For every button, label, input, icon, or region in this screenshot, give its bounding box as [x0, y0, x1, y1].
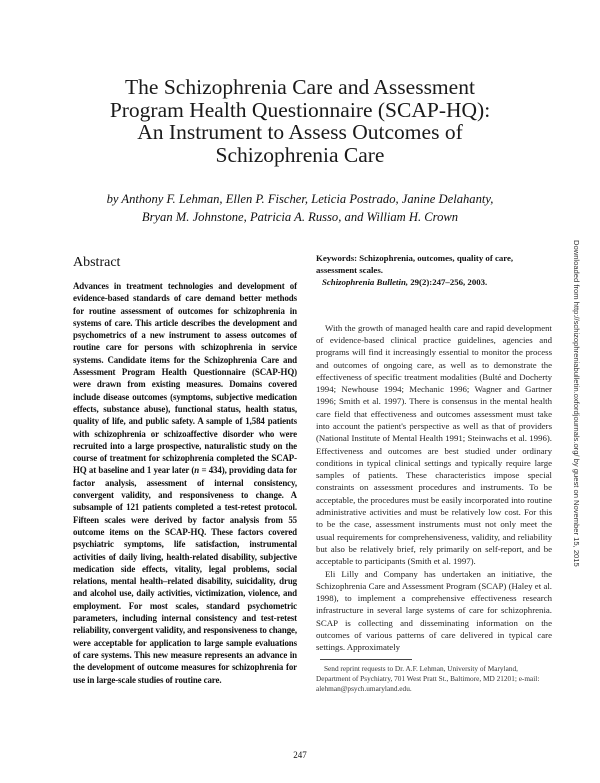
- abstract-text: [73, 280, 297, 686]
- citation: [322, 276, 552, 288]
- footnote-divider: [320, 659, 412, 660]
- abstract-n-symbol: n: [194, 465, 200, 476]
- footnote: Send reprint requests to Dr. A.F. Lehman, University of Maryland, Department of Psychiatry, 701 West Pratt St., Baltimore, MD 21201; e-mail: alehman@psych.umaryland.edu.: [316, 663, 540, 694]
- author-list: [60, 191, 540, 226]
- title-line-2: Program Health Questionnaire (SCAP-HQ):: [109, 97, 491, 122]
- body-paragraph-1: With the growth of managed health care and rapid development of evidence-based clinical practice guidelines, agencies and programs will find it increasingly essential to monitor the process and outcomes of ongoing care, as well as to demonstrate the effectiveness of specific treatment modalities (Bulté and Docherty 1994; Newhouse 1994; Mechanic 1996; Wagner and Gartner 1996; Smith et al. 1997). There is consensus in the mental health care field that effectiveness and outcomes assessment must take into account the patient's perspective as well as that of providers (National Institute of Mental Health 1991; Steinwachs et al. 1996). Effectiveness and outcomes are best studied under ordinary conditions in typical clinical settings and typically require large samples of patients. These characteristics impose special constraints on assessment procedures and instruments. To be acceptable, the procedures must be easily incorporated into routine administrative activities and must be relatively low cost. For this to be the case, assessment instruments must not only meet the usual requirements for comprehensiveness, validity, and reliability but also be relatively brief, rely primarily on self-report, and be acceptable to participants (Smith et al. 1997).: [316, 322, 552, 567]
- abstract-heading: Abstract: [73, 255, 121, 270]
- citation-details: 29(2):247–256, 2003.: [408, 277, 488, 288]
- citation-journal: Schizophrenia Bulletin,: [322, 277, 409, 288]
- title-line-1: The Schizophrenia Care and Assessment: [125, 75, 475, 99]
- authors-line-2: Bryan M. Johnstone, Patricia A. Russo, and William H. Crown: [141, 209, 459, 224]
- abstract-column: [73, 255, 297, 686]
- abstract-text-part-b: = 434), providing data for factor analysis, assessment of internal consistency, convergent validity, and responsiveness to change. A subsample of 121 patients completed a test-retest protocol. Fifteen scales were derived by factor analysis from 55 outcome items on the SCAP-HQ. These factors covered psychiatric symptoms, life satisfaction, instrumental activities of daily living, health-related disability, subjective medication side effects, vitality, legal problems, social relations, mental health–related disability, suicidality, drug and alcohol use, daily activities, victimization, violence, and employment. For most scales, standard psychometric parameters, including internal consistency and test-retest reliability, convergent validity, and responsiveness to change, were acceptable for application to large sample evaluations of care systems. This new measure represents an advance in the development of outcome measures for schizophrenia for use in large-scale studies of routine care.: [73, 465, 297, 685]
- keywords-text: Schizophrenia, outcomes, quality of care, assessment scales.: [316, 253, 514, 276]
- authors-line-1: by Anthony F. Lehman, Ellen P. Fischer, Leticia Postrado, Janine Delahanty,: [106, 192, 494, 206]
- title-line-4: Schizophrenia Care: [215, 142, 385, 167]
- download-watermark: Downloaded from http://schizophreniabulletin.oxfordjournals.org/ by guest on November 15, 2015: [572, 240, 581, 567]
- abstract-text-part-a: Advances in treatment technologies and development of evidence-based standards of care demand better methods for routine assessment of outcomes for schizophrenia in systems of care. This article describes the development and psychometrics of a new instrument to assess outcomes of routine care for persons with schizophrenia in service systems. Candidate items for the Schizophrenia Care and Assessment Program Health Questionnaire (SCAP-HQ) were drawn from existing measures. Domains covered include disease outcomes (symptoms, subjective medication effects, substance abuse), functional status, health status, quality of life, and public safety. A sample of 1,584 patients with schizophrenia or schizoaffective disorder who were recruited into a large prospective, naturalistic study on the course of treatment for schizophrenia completed the SCAP-HQ at baseline and 1 year later (: [73, 281, 297, 476]
- article-title: [40, 76, 560, 166]
- page-number: 247: [293, 750, 307, 760]
- keywords: [316, 252, 552, 276]
- body-paragraph-2: Eli Lilly and Company has undertaken an initiative, the Schizophrenia Care and Assessment Program (SCAP) (Haley et al. 1998), to implement a comprehensive effectiveness research infrastructure in several large systems of care for schizophrenia. SCAP is collecting and disseminating information on the outcomes of various patterns of care delivered in typical care settings. Approximately: [316, 568, 552, 653]
- keywords-label: Keywords:: [316, 253, 358, 263]
- body-column: [316, 252, 552, 695]
- title-line-3: An Instrument to Assess Outcomes of: [137, 120, 463, 144]
